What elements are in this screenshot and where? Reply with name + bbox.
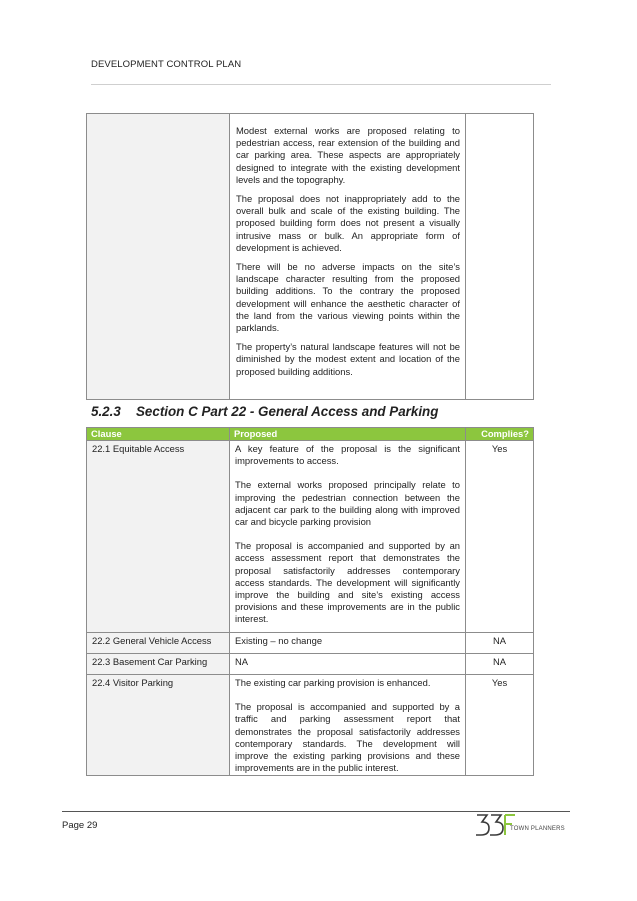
proposed-cell xyxy=(230,675,466,776)
header-proposed: Proposed xyxy=(230,428,466,441)
company-logo xyxy=(475,811,569,837)
paragraph: The proposal does not inappropriately add to the overall bulk and scale of the existing building. The proposed building form does not present a visually intrusive mass or bulk. An appropriate form of development is achieved. xyxy=(236,193,460,253)
complies-cell: Yes xyxy=(466,441,534,633)
paragraph: The proposal is accompanied and supported by a traffic and parking assessment report that demonstrates the proposal satisfactorily addresses contemporary standards. The development will improve the existing parking provisions and these improvements are in the public interest. xyxy=(235,701,460,774)
proposed-cell xyxy=(230,114,466,400)
header-title: DEVELOPMENT CONTROL PLAN xyxy=(91,59,242,70)
clause-cell xyxy=(87,114,230,400)
access-parking-table xyxy=(86,427,534,776)
complies-cell xyxy=(466,114,534,400)
paragraph: NA xyxy=(235,655,249,667)
clause-cell: 22.2 General Vehicle Access xyxy=(87,632,230,653)
proposed-cell xyxy=(230,653,466,674)
proposed-cell xyxy=(230,441,466,633)
header-divider xyxy=(91,84,551,85)
table-row xyxy=(87,114,534,400)
continuation-table xyxy=(86,113,534,400)
section-number: 5.2.3 xyxy=(91,404,121,419)
paragraph: Existing – no change xyxy=(235,634,323,646)
section-heading xyxy=(91,404,438,419)
paragraph: There will be no adverse impacts on the site’s landscape character resulting from the proposed building additions. To the contrary the proposed development will enhance the aesthetic character of the land from the various viewing points within the parklands. xyxy=(236,261,460,334)
clause-cell: 22.4 Visitor Parking xyxy=(87,675,230,776)
complies-cell: NA xyxy=(466,632,534,653)
paragraph: A key feature of the proposal is the significant improvements to access. xyxy=(235,443,460,467)
table-row xyxy=(87,632,534,653)
paragraph: The property’s natural landscape features will not be diminished by the modest extent and location of the proposed building additions. xyxy=(236,341,460,377)
complies-cell: NA xyxy=(466,653,534,674)
header-clause: Clause xyxy=(87,428,230,441)
paragraph: The external works proposed principally relate to improving the pedestrian connection between the adjacent car park to the building along with improved car and bicycle parking provision xyxy=(235,479,460,528)
table-row xyxy=(87,653,534,674)
section-title: Section C Part 22 - General Access and Parking xyxy=(136,404,439,419)
proposed-cell xyxy=(230,632,466,653)
paragraph: Modest external works are proposed relating to pedestrian access, rear extension of the building and car parking area. These aspects are appropriately designed to integrate with the existing development levels and the topography. xyxy=(236,125,460,185)
page-number: Page 29 xyxy=(62,820,98,831)
table-row xyxy=(87,675,534,776)
table-row xyxy=(87,441,534,633)
paragraph: The existing car parking provision is enhanced. xyxy=(235,677,431,689)
paragraph: The proposal is accompanied and supported by an access assessment report that demonstrates the proposal satisfactorily addresses contemporary access standards. The development will significantly improve the building and site’s existing access provisions and these improvements are in the public interest. xyxy=(235,540,460,625)
header-complies: Complies? xyxy=(466,428,534,441)
table-header-row xyxy=(87,428,534,441)
complies-cell: Yes xyxy=(466,675,534,776)
clause-cell: 22.3 Basement Car Parking xyxy=(87,653,230,674)
clause-cell: 22.1 Equitable Access xyxy=(87,441,230,633)
logo-wordmark: TOWN PLANNERS xyxy=(510,826,565,832)
